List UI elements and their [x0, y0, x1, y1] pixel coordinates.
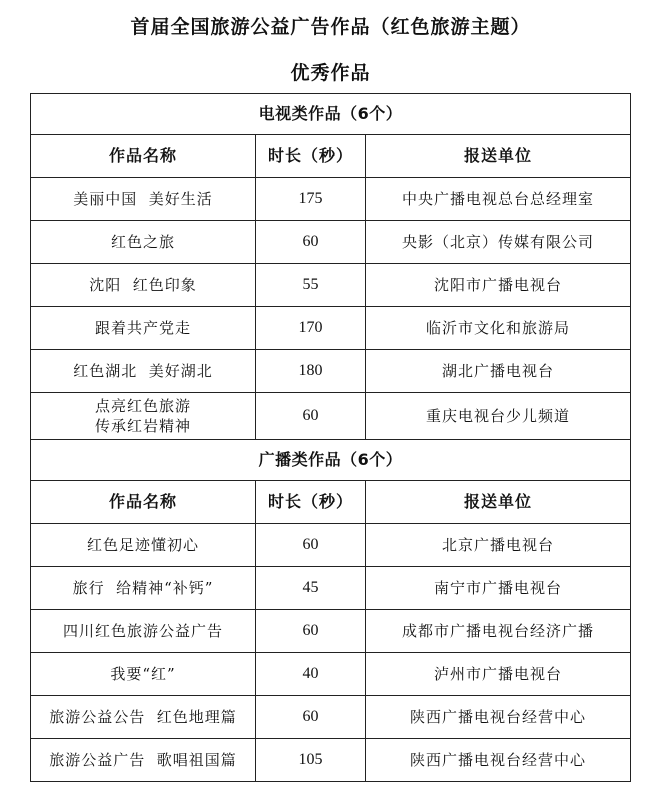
work-duration: 40 [256, 653, 366, 696]
work-name: 美丽中国 美好生活 [31, 178, 256, 221]
table-row [31, 653, 631, 696]
section-row-radio [31, 440, 631, 481]
table-row [31, 524, 631, 567]
work-unit: 临沂市文化和旅游局 [366, 307, 631, 350]
table-row [31, 221, 631, 264]
document-title: 首届全国旅游公益广告作品（红色旅游主题） [130, 16, 531, 38]
header-unit: 报送单位 [366, 481, 631, 524]
work-unit: 重庆电视台少儿频道 [366, 393, 631, 440]
section-title-tv: 电视类作品（6个） [31, 94, 631, 135]
header-unit: 报送单位 [366, 135, 631, 178]
work-name: 我要“红” [31, 653, 256, 696]
work-duration: 60 [256, 221, 366, 264]
section-title-radio: 广播类作品（6个） [31, 440, 631, 481]
table-row [31, 610, 631, 653]
work-name: 旅行 给精神“补钙” [31, 567, 256, 610]
work-name: 沈阳 红色印象 [31, 264, 256, 307]
work-unit: 陕西广播电视台经营中心 [366, 696, 631, 739]
work-unit: 央影（北京）传媒有限公司 [366, 221, 631, 264]
work-name: 四川红色旅游公益广告 [31, 610, 256, 653]
work-unit: 沈阳市广播电视台 [366, 264, 631, 307]
work-name: 红色之旅 [31, 221, 256, 264]
table-row [31, 393, 631, 440]
table-header-row [31, 135, 631, 178]
work-name: 跟着共产党走 [31, 307, 256, 350]
work-name: 旅游公益公告 红色地理篇 [31, 696, 256, 739]
work-duration: 60 [256, 696, 366, 739]
table-row [31, 350, 631, 393]
header-duration: 时长（秒） [256, 135, 366, 178]
work-duration: 55 [256, 264, 366, 307]
table-row [31, 739, 631, 782]
work-unit: 成都市广播电视台经济广播 [366, 610, 631, 653]
work-duration: 45 [256, 567, 366, 610]
work-duration: 60 [256, 610, 366, 653]
table-row [31, 307, 631, 350]
table-row [31, 696, 631, 739]
work-name-line: 点亮红色旅游 [94, 397, 191, 415]
header-name: 作品名称 [31, 135, 256, 178]
document-subtitle: 优秀作品 [290, 62, 371, 84]
work-name-line: 传承红岩精神 [94, 417, 191, 435]
work-duration: 105 [256, 739, 366, 782]
work-unit: 陕西广播电视台经营中心 [366, 739, 631, 782]
work-duration: 180 [256, 350, 366, 393]
table-row [31, 178, 631, 221]
header-duration: 时长（秒） [256, 481, 366, 524]
work-unit: 泸州市广播电视台 [366, 653, 631, 696]
work-duration: 60 [256, 393, 366, 440]
works-table [30, 93, 631, 782]
work-name: 旅游公益广告 歌唱祖国篇 [31, 739, 256, 782]
work-unit: 北京广播电视台 [366, 524, 631, 567]
section-row-tv [31, 94, 631, 135]
table-header-row [31, 481, 631, 524]
work-unit: 湖北广播电视台 [366, 350, 631, 393]
work-name: 红色湖北 美好湖北 [31, 350, 256, 393]
work-unit: 中央广播电视总台总经理室 [366, 178, 631, 221]
work-duration: 170 [256, 307, 366, 350]
table-row [31, 567, 631, 610]
work-name: 红色足迹懂初心 [31, 524, 256, 567]
work-duration: 60 [256, 524, 366, 567]
table-row [31, 264, 631, 307]
work-unit: 南宁市广播电视台 [366, 567, 631, 610]
work-name [31, 393, 256, 440]
header-name: 作品名称 [31, 481, 256, 524]
work-duration: 175 [256, 178, 366, 221]
